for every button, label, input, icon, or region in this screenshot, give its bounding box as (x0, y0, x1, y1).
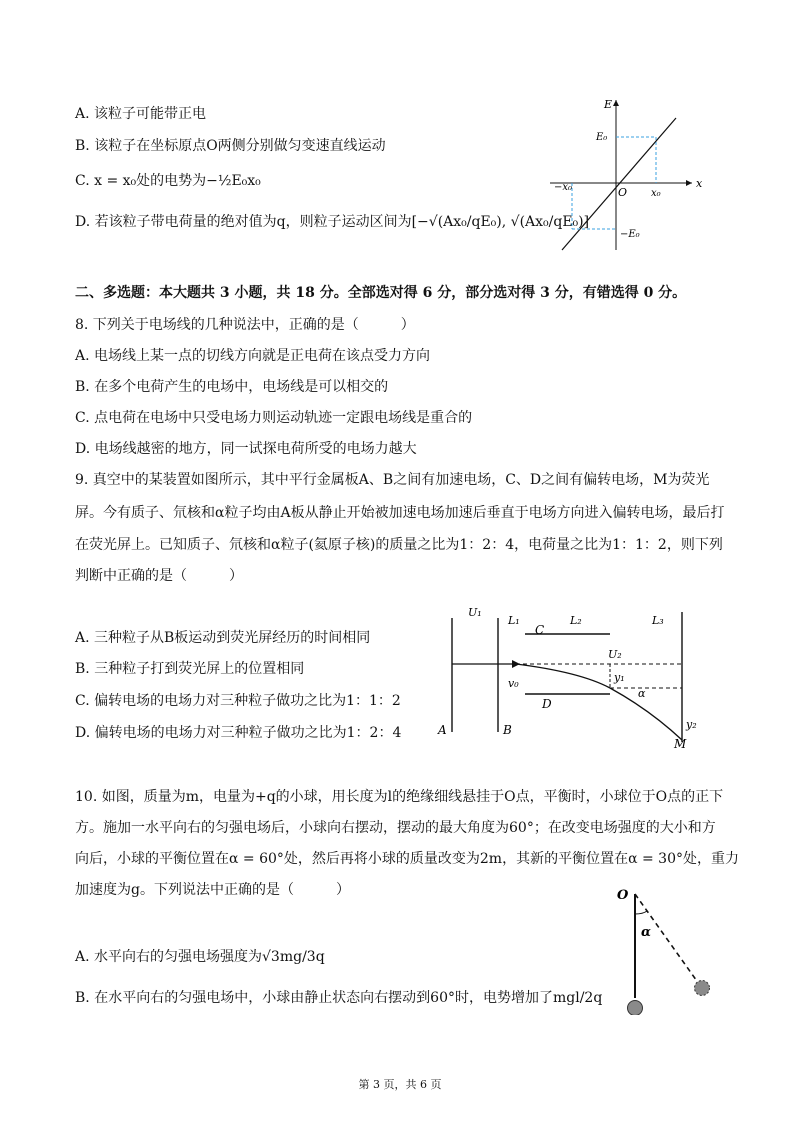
q9-option-d: D. 偏转电场的电场力对三种粒子做功之比为1：2：4 (75, 725, 402, 741)
v0-label: v₀ (508, 677, 519, 690)
q9-option-c: C. 偏转电场的电场力对三种粒子做功之比为1：1：2 (75, 693, 401, 709)
l1-label: L₁ (508, 614, 520, 627)
o-label: O (617, 888, 629, 903)
origin-label: O (618, 186, 628, 199)
ball-deflected (695, 981, 710, 996)
trajectory (516, 664, 682, 740)
q7-option-a: A. 该粒子可能带正电 (75, 106, 207, 122)
q8-option-d: D. 电场线越密的地方，同一试探电荷所受的电场力越大 (75, 441, 417, 457)
q9-stem-line1: 9. 真空中的某装置如图所示，其中平行金属板A、B之间有加速电场，C、D之间有偏转电场，M为荧光 (75, 472, 710, 488)
q10-pendulum-figure (605, 880, 715, 1015)
q9-option-a: A. 三种粒子从B板运动到荧光屏经历的时间相同 (75, 630, 371, 646)
q8-stem: 8. 下列关于电场线的几种说法中，正确的是（ ） (75, 317, 415, 333)
q7-option-c: C. x = x₀处的电势为−½E₀x₀ (75, 173, 261, 189)
q10-stem-line3: 向后，小球的平衡位置在α = 60°处，然后再将小球的质量改变为2m，其新的平衡位置在α = 30°处，重力 (75, 851, 739, 867)
c-label: C (535, 623, 545, 637)
q8-option-b: B. 在多个电荷产生的电场中，电场线是可以相交的 (75, 379, 389, 395)
b-label: B (503, 723, 512, 737)
q8-option-a: A. 电场线上某一点的切线方向就是正电荷在该点受力方向 (75, 348, 431, 364)
x-axis-label: x (696, 177, 703, 190)
m-label: M (674, 737, 687, 751)
negx0-label: −x₀ (554, 182, 573, 193)
e-x-line (562, 118, 676, 250)
q9-stem-line2: 屏。今有质子、氘核和α粒子均由A板从静止开始被加速电场加速后垂直于电场方向进入偏转电场，最后打 (75, 505, 725, 521)
y2-label: y₂ (686, 718, 697, 731)
e-axis-label: E (604, 98, 613, 111)
q9-stem-line3: 在荧光屏上。已知质子、氘核和α粒子(氦原子核)的质量之比为1：2：4，电荷量之比为1：1：2，则下列 (75, 537, 723, 553)
q10-option-a: A. 水平向右的匀强电场强度为√3mg/3q (75, 949, 325, 965)
q7-e-x-graph (540, 92, 710, 254)
ball-equilibrium (628, 1001, 643, 1016)
y1-label: y₁ (614, 671, 625, 684)
u1-label: U₁ (468, 606, 482, 619)
page-footer: 第 3 页，共 6 页 (358, 1078, 442, 1091)
q10-stem-line2: 方。施加一水平向右的匀强电场后，小球向右摆动，摆动的最大角度为60°；在改变电场强度的大小和方 (75, 820, 716, 836)
q7-option-d: D. 若该粒子带电荷量的绝对值为q，则粒子运动区间为[−√(Ax₀/qE₀), √(Ax₀/qE₀)] (75, 214, 590, 230)
alpha-label: α (638, 687, 646, 700)
angle-arc (635, 911, 647, 914)
q10-option-b: B. 在水平向右的匀强电场中，小球由静止状态向右摆动到60°时，电势增加了mgl/2q (75, 990, 603, 1006)
e0-label: E₀ (596, 132, 608, 143)
q9-device-figure (430, 600, 710, 755)
q9-stem-line4: 判断中正确的是（ ） (75, 568, 243, 584)
q10-stem-line4: 加速度为g。下列说法中正确的是（ ） (75, 882, 350, 898)
q10-stem-line1: 10. 如图，质量为m，电量为+q的小球，用长度为l的绝缘细线悬挂于O点，平衡时，小球位于O点的正下 (75, 789, 724, 805)
x0-label: x₀ (651, 188, 661, 199)
nege0-label: −E₀ (620, 229, 640, 240)
q8-option-c: C. 点电荷在电场中只受电场力则运动轨迹一定跟电场线是重合的 (75, 410, 473, 426)
alpha-label: α (641, 925, 652, 940)
q9-option-b: B. 三种粒子打到荧光屏上的位置相同 (75, 661, 305, 677)
u2-label: U₂ (608, 648, 622, 661)
q7-option-b: B. 该粒子在坐标原点O两侧分别做匀变速直线运动 (75, 138, 386, 154)
d-label: D (542, 697, 552, 711)
a-label: A (438, 723, 447, 737)
section-heading: 二、多选题：本大题共 3 小题，共 18 分。全部选对得 6 分，部分选对得 3 分，有错选得 0 分。 (75, 285, 687, 301)
l3-label: L₃ (652, 614, 664, 627)
l2-label: L₂ (570, 614, 582, 627)
